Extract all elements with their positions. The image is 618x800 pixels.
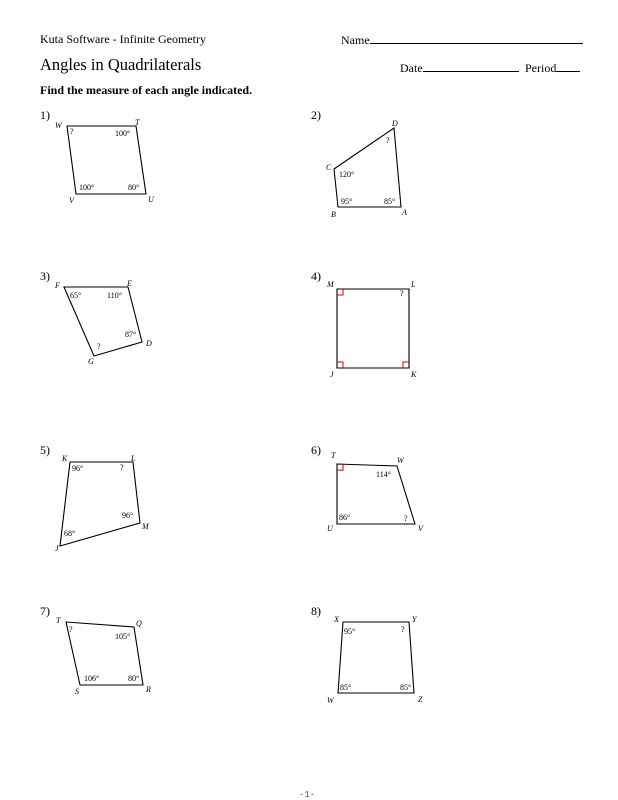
quadrilateral-figure (327, 451, 424, 533)
right-angle-mark (403, 362, 409, 368)
problem-number: 8) (311, 604, 321, 618)
vertex-label: U (327, 524, 333, 533)
quadrilateral-figure (54, 279, 152, 366)
angle-label: ? (401, 625, 405, 634)
angle-label: 95° (341, 197, 353, 206)
angle-label: 96° (122, 511, 134, 520)
right-angle-mark (337, 464, 343, 470)
angle-label: 86° (339, 513, 351, 522)
problem-number: 5) (40, 443, 50, 457)
angle-label: 80° (128, 183, 140, 192)
vertex-label: S (75, 687, 79, 696)
period-label: Period (525, 61, 557, 75)
angle-label: ? (386, 136, 390, 145)
angle-label: 110° (107, 291, 122, 300)
problem-number: 7) (40, 604, 50, 618)
page-title: Angles in Quadrilaterals (40, 55, 202, 74)
right-angle-mark (337, 362, 343, 368)
name-label: Name (341, 33, 370, 47)
angle-label: ? (404, 514, 408, 523)
vertex-label: L (131, 454, 136, 463)
angle-label: 120° (339, 170, 355, 179)
angle-label: 85° (400, 683, 412, 692)
vertex-label: Z (418, 695, 423, 704)
angle-label: 65° (70, 291, 82, 300)
angle-label: 100° (115, 129, 131, 138)
quadrilateral-figure (55, 118, 155, 205)
vertex-label: W (55, 121, 62, 130)
quadrilateral-figure (55, 454, 150, 553)
vertex-label: T (331, 451, 336, 460)
vertex-label: V (69, 196, 74, 205)
problem-number: 3) (40, 269, 50, 283)
problem-number: 6) (311, 443, 321, 457)
vertex-label: F (55, 281, 60, 290)
vertex-label: Q (136, 619, 142, 628)
vertex-label: T (56, 616, 61, 625)
vertex-label: D (146, 339, 152, 348)
angle-label: 100° (79, 183, 95, 192)
instructions: Find the measure of each angle indicated. (40, 83, 253, 97)
vertex-label: C (326, 163, 332, 172)
vertex-label: V (418, 524, 423, 533)
vertex-label: L (411, 280, 416, 289)
vertex-label: J (55, 544, 59, 553)
angle-label: 105° (115, 632, 131, 641)
vertex-label: J (330, 370, 334, 379)
quadrilateral-figure (326, 280, 417, 379)
vertex-label: R (146, 685, 151, 694)
vertex-label: X (334, 615, 339, 624)
problem-number: 2) (311, 108, 321, 122)
vertex-label: K (62, 454, 68, 463)
angle-label: ? (400, 289, 404, 298)
vertex-label: A (402, 208, 407, 217)
angle-label: 85° (340, 683, 352, 692)
vertex-label: D (392, 119, 398, 128)
angle-label: ? (97, 342, 101, 351)
quadrilateral-figure (327, 615, 423, 705)
vertex-label: Y (412, 615, 417, 624)
publisher-line: Kuta Software - Infinite Geometry (40, 32, 206, 46)
vertex-label: M (142, 522, 149, 531)
page-number: -1- (299, 790, 316, 800)
quadrilateral-figure (326, 119, 407, 219)
angle-label: ? (120, 463, 124, 472)
angle-label: 68° (64, 529, 76, 538)
quadrilateral-outline (334, 128, 401, 207)
vertex-label: E (127, 279, 132, 288)
quadrilateral-figure (56, 616, 151, 696)
vertex-label: G (88, 357, 94, 366)
vertex-label: T (135, 118, 140, 127)
vertex-label: W (327, 696, 334, 705)
angle-label: 87° (125, 330, 137, 339)
vertex-label: W (397, 456, 404, 465)
angle-label: 96° (72, 464, 84, 473)
angle-label: 114° (376, 470, 391, 479)
problem-number: 1) (40, 108, 50, 122)
angle-label: 95° (344, 627, 356, 636)
angle-label: ? (69, 625, 73, 634)
angle-label: 80° (128, 674, 140, 683)
angle-label: ? (70, 127, 74, 136)
angle-label: 106° (84, 674, 100, 683)
right-angle-mark (337, 289, 343, 295)
problem-number: 4) (311, 269, 321, 283)
angle-label: 85° (384, 197, 396, 206)
vertex-label: B (331, 210, 336, 219)
date-label: Date (400, 61, 423, 75)
vertex-label: M (327, 280, 334, 289)
vertex-label: U (148, 195, 154, 204)
vertex-label: K (411, 370, 417, 379)
quadrilateral-outline (337, 289, 409, 368)
